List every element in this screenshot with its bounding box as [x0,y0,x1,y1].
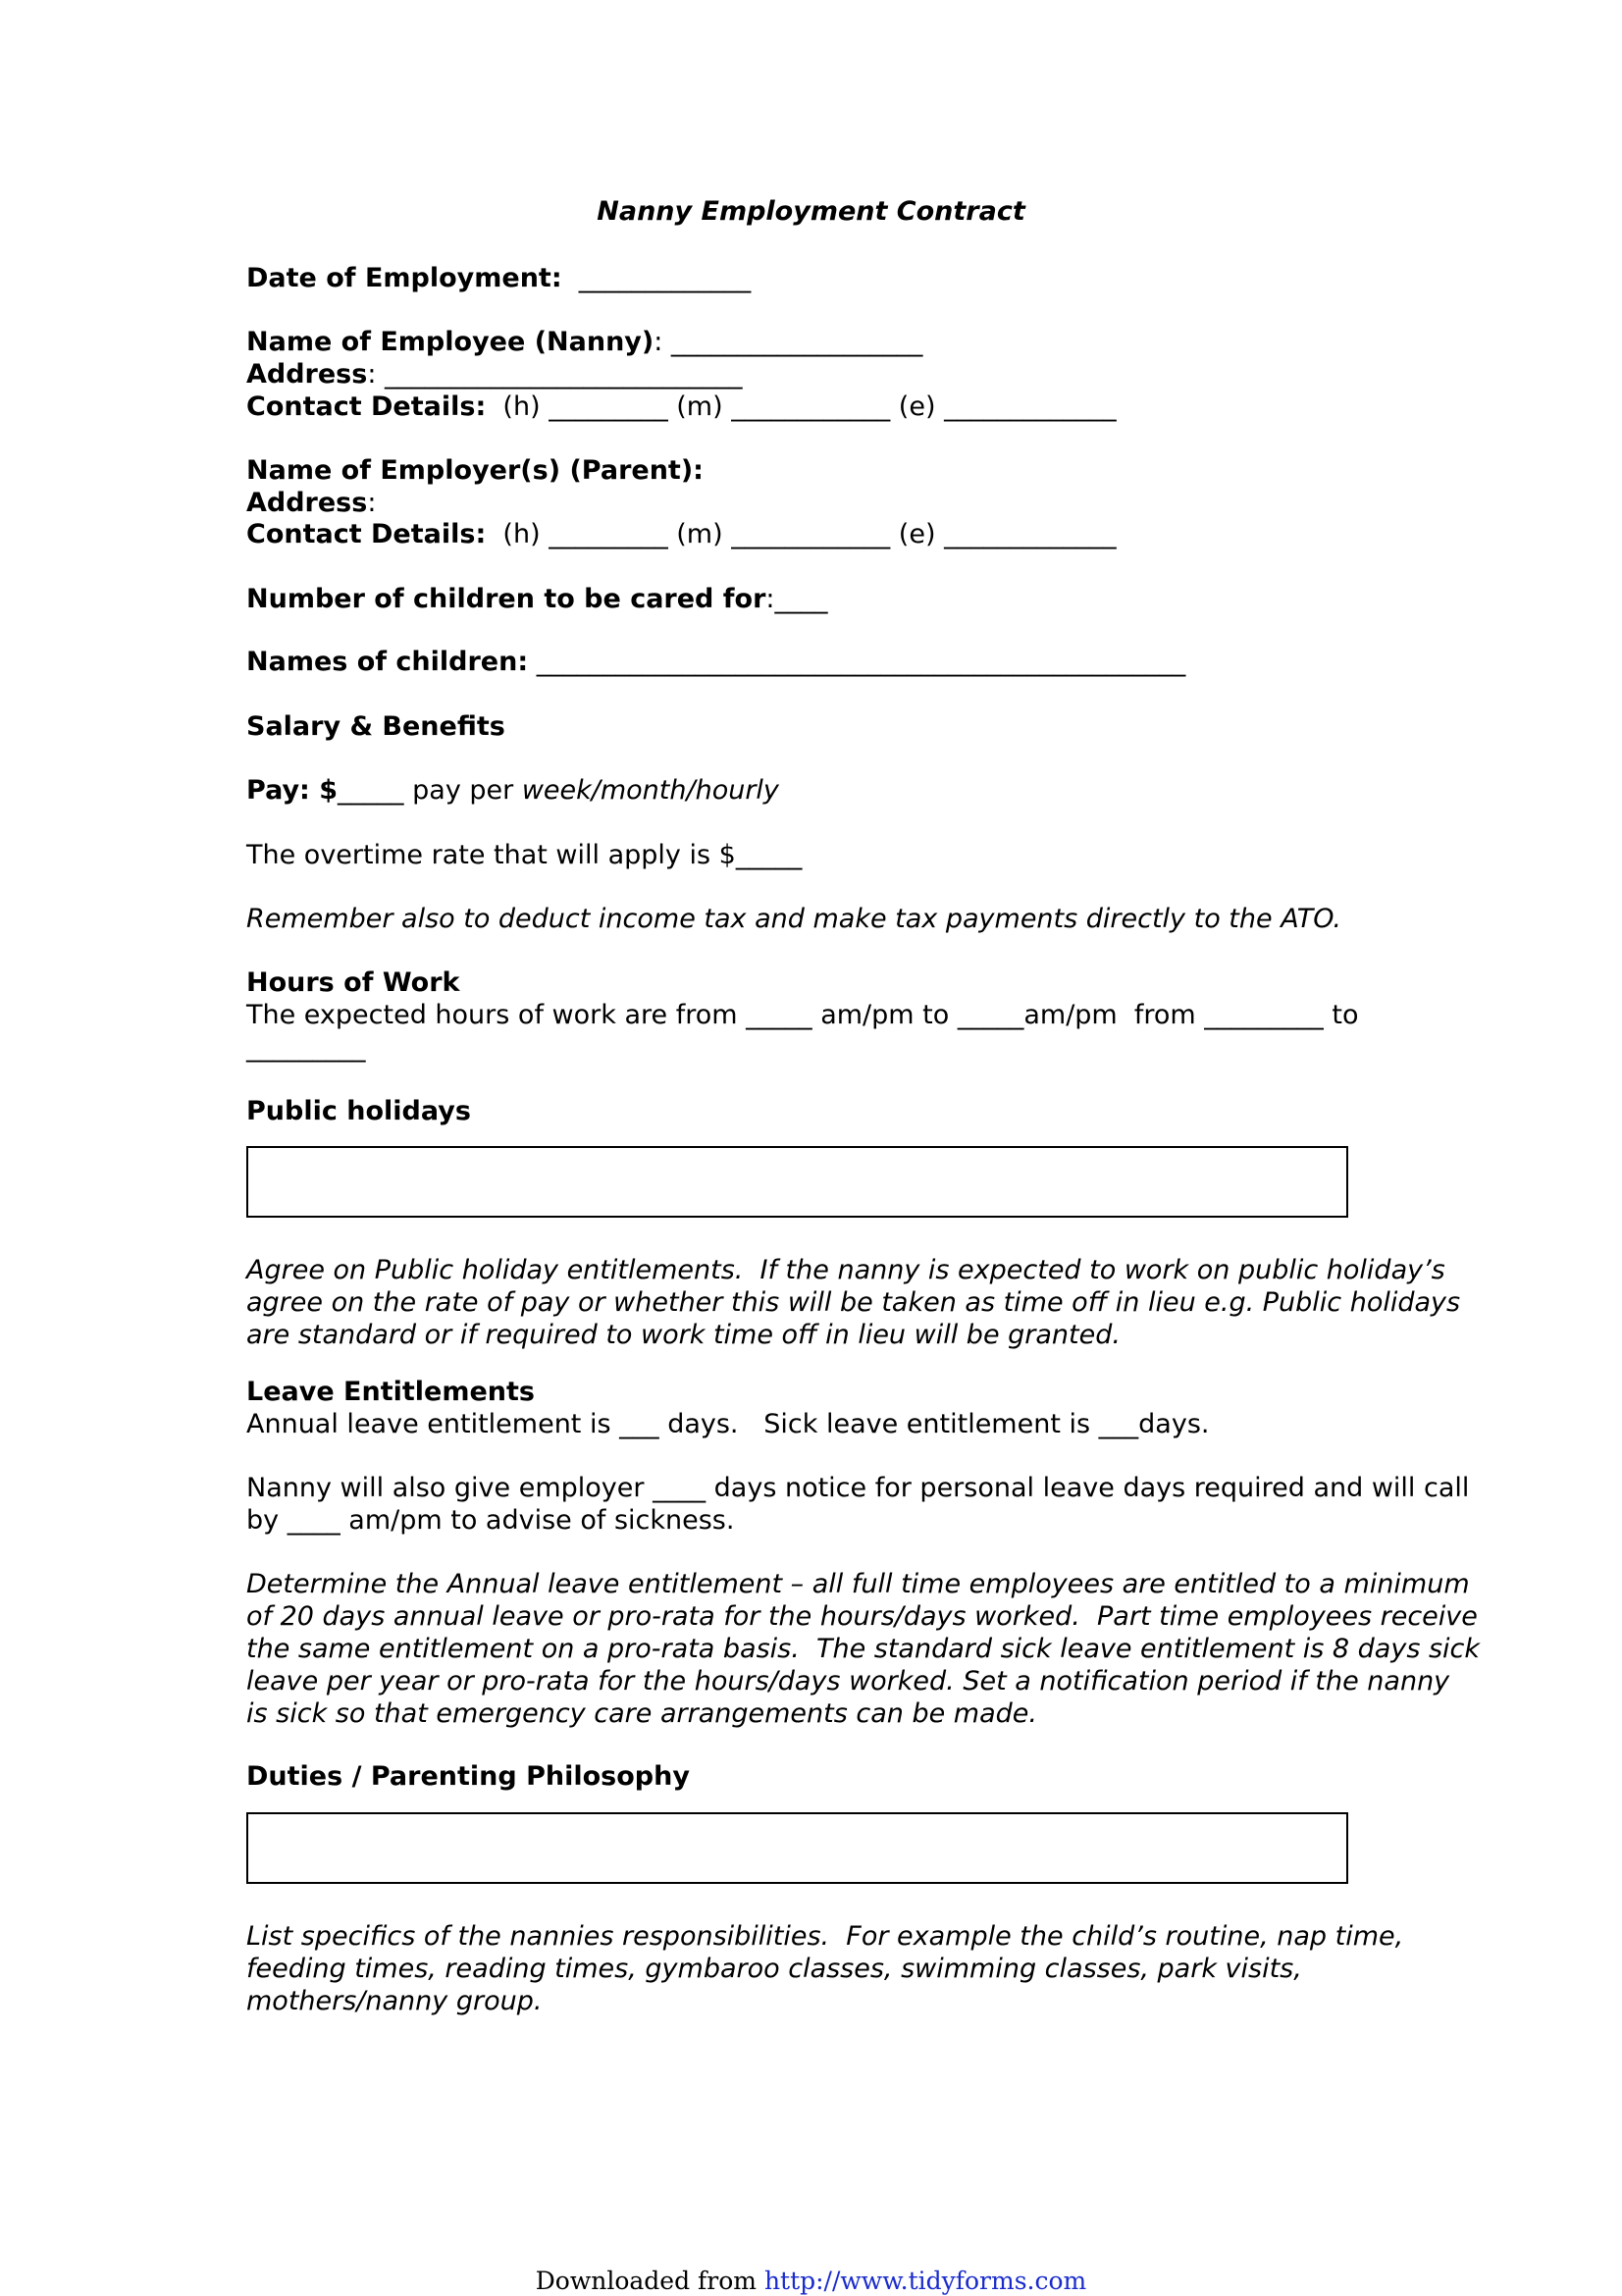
public-holidays-note-2: agree on the rate of pay or whether this will be taken as time off in lieu e.g. Public holidays [246,1287,1461,1318]
employer-contact-blanks: (h) _________ (m) ____________ (e) _____________ [486,519,1117,549]
leave-notice-line-1: Nanny will also give employer ____ days notice for personal leave days required and will call [246,1473,1470,1503]
public-holidays-heading: Public holidays [246,1096,471,1126]
hours-line-1: The expected hours of work are from _____ am/pm to _____am/pm from _________ to [246,1000,1359,1030]
employer-name-label: Name of Employer(s) (Parent): [246,455,704,486]
employer-address-blank: : [367,488,377,518]
date-of-employment-label: Date of Employment: [246,263,562,293]
employer-address-line [246,487,376,519]
leave-entitlement-line: Annual leave entitlement is ___ days. Sick leave entitlement is ___days. [246,1409,1210,1439]
employee-name-blank: : ___________________ [654,327,923,357]
download-footer [0,2267,1622,2296]
hours-heading: Hours of Work [246,967,460,998]
employee-name-line [246,326,922,358]
pay-label: Pay: $ [246,775,339,806]
duties-note-3: mothers/nanny group. [246,1986,543,2016]
document-title: Nanny Employment Contract [597,196,1025,227]
employer-address-label: Address [246,488,368,518]
children-names-label: Names of children: [246,647,529,677]
leave-note-5: is sick so that emergency care arrangements can be made. [246,1698,1037,1729]
leave-note-4: leave per year or pro-rata for the hours/days worked. Set a notification period if the nanny [246,1666,1450,1696]
duties-note-1: List specifics of the nannies responsibilities. For example the child’s routine, nap time, [246,1921,1404,1952]
children-number-blank: :____ [765,584,828,614]
employee-address-label: Address [246,359,368,390]
public-holidays-note-3: are standard or if required to work time off in lieu will be granted. [246,1320,1121,1350]
salary-heading: Salary & Benefits [246,711,505,742]
children-number-label: Number of children to be cared for [246,584,766,614]
employer-contact-line [246,518,1117,550]
children-names-blank: _________________________________________________ [528,647,1186,677]
employee-address-line [246,358,743,391]
children-number-line [246,583,828,615]
employee-contact-blanks: (h) _________ (m) ____________ (e) _____________ [486,391,1117,422]
employee-address-blank: : ___________________________ [367,359,743,390]
date-of-employment-line [246,262,751,294]
employee-name-label: Name of Employee (Nanny) [246,327,654,357]
leave-heading: Leave Entitlements [246,1377,535,1407]
leave-note-1: Determine the Annual leave entitlement – all full time employees are entitled to a minimum [246,1569,1470,1599]
pay-period: week/month/hourly [521,775,779,806]
overtime-line: The overtime rate that will apply is $_____ [246,840,803,870]
leave-note-3: the same entitlement on a pro-rata basis. The standard sick leave entitlement is 8 days sick [246,1634,1481,1664]
public-holidays-input-box[interactable] [246,1146,1348,1218]
public-holidays-note-1: Agree on Public holiday entitlements. If the nanny is expected to work on public holiday’s [246,1255,1445,1285]
tidyforms-link[interactable]: http://www.tidyforms.com [763,2267,1087,2295]
duties-input-box[interactable] [246,1812,1348,1884]
tax-note: Remember also to deduct income tax and make tax payments directly to the ATO. [246,904,1341,934]
children-names-line [246,646,1185,678]
employee-contact-line [246,391,1117,423]
footer-prefix: Downloaded from [535,2267,764,2295]
leave-notice-line-2: by ____ am/pm to advise of sickness. [246,1505,735,1536]
leave-note-2: of 20 days annual leave or pro-rata for the hours/days worked. Part time employees receive [246,1601,1478,1632]
duties-heading: Duties / Parenting Philosophy [246,1761,690,1792]
hours-line-2: _________ [246,1032,366,1063]
pay-blank: _____ pay per [338,775,522,806]
employer-contact-label: Contact Details: [246,519,487,549]
employee-contact-label: Contact Details: [246,391,487,422]
duties-note-2: feeding times, reading times, gymbaroo classes, swimming classes, park visits, [246,1954,1302,1984]
date-of-employment-blank: _____________ [561,263,752,293]
pay-line [246,774,779,807]
